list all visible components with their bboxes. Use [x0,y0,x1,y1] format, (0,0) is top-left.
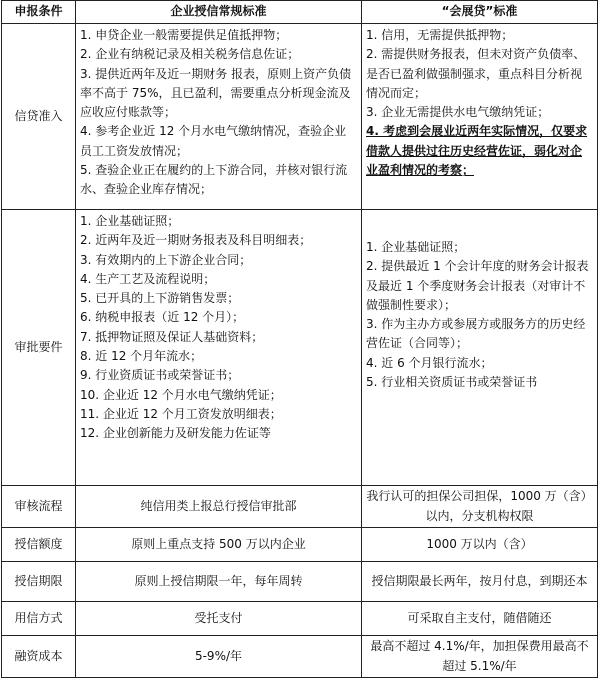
list-item: 3. 企业无需提供水电气缴纳凭证； [366,105,550,120]
process-regular: 纯信用类上报总行授信审批部 [76,486,362,528]
list-item: 2. 提供最近 1 个会计年度的财务会计报表及最近 1 个季度财务会计报表（对审计不做强制性要求）； [366,259,589,312]
list-item: 9. 行业资质证书或荣誉证书； [80,368,240,383]
list-item-emphasis: 4. 考虑到会展业近两年实际情况，仅要求借款人提供过往历史经营佐证，弱化对企业盈利情况的考察； [366,124,588,178]
label-access: 信贷准入 [2,24,76,210]
list-item: 5. 已开具的上下游销售发票； [80,291,240,306]
label-usage: 用信方式 [2,602,76,636]
docs-regular [76,210,362,486]
list-item: 11. 企业近 12 个月工资发放明细表； [80,406,282,421]
amount-regular: 原则上重点支持 500 万以内企业 [76,528,362,562]
row-docs [2,210,598,486]
list-item: 2. 企业有纳税记录及相关税务信息佐证； [80,47,300,62]
list-item: 2. 近两年及近一期财务报表及科目明细表； [80,233,312,248]
list-item: 3. 提供近两年及近一期财务 报表，原则上资产负债率不高于 75%，且已盈利，需要重点分析现金流及应收应付账款等； [80,66,352,120]
list-item: 1. 企业基础证照； [80,214,180,228]
list-item: 12. 企业创新能力及研发能力佐证等 [80,426,271,441]
process-huizhandai: 我行认可的担保公司担保，1000 万（含）以内，分支机构权限 [362,486,598,528]
list-item: 8. 近 12 个月年流水； [80,349,203,364]
list-item: 10. 企业近 12 个月水电气缴纳凭证； [80,387,282,402]
list-item: 1. 申贷企业一般需要提供足值抵押物； [80,28,288,42]
row-usage [2,602,598,636]
list-item: 6. 纳税申报表（近 12 个月）； [80,310,245,325]
cost-regular: 5-9%/年 [76,636,362,678]
list-item: 4. 参考企业近 12 个月水电气缴纳情况，查验企业员工工资发放情况； [80,124,347,158]
row-process [2,486,598,528]
docs-huizhandai [362,210,598,486]
label-amount: 授信额度 [2,528,76,562]
label-docs: 审批要件 [2,210,76,486]
list-item: 7. 抵押物证照及保证人基础资料； [80,329,264,344]
list-item: 5. 查验企业正在履约的上下游合同，并核对银行流水、查验企业库存情况； [80,163,348,197]
usage-huizhandai: 可采取自主支付，随借随还 [362,602,598,636]
label-term: 授信期限 [2,562,76,602]
row-cost [2,636,598,678]
access-regular [76,24,362,210]
list-item: 3. 作为主办方或参展方或服务方的历史经营佐证（合同等）； [366,317,586,351]
row-access [2,24,598,210]
list-item: 4. 生产工艺及流程说明； [80,271,216,286]
cost-huizhandai: 最高不超过 4.1%/年，加担保费用最高不超过 5.1%/年 [362,636,598,678]
list-item: 1. 信用，无需提供抵押物； [366,28,514,42]
header-condition: 申报条件 [2,1,76,24]
list-item: 5. 行业相关资质证书或荣誉证书 [366,375,538,390]
access-huizhandai [362,24,598,210]
header-huizhandai: “会展贷”标准 [362,1,598,24]
row-amount [2,528,598,562]
list-item: 1. 企业基础证照； [366,240,466,254]
label-cost: 融资成本 [2,636,76,678]
row-term [2,562,598,602]
amount-huizhandai: 1000 万以内（含） [362,528,598,562]
label-process: 审核流程 [2,486,76,528]
term-huizhandai: 授信期限最长两年，按月付息，到期还本 [362,562,598,602]
header-regular: 企业授信常规标准 [76,1,362,24]
usage-regular: 受托支付 [76,602,362,636]
list-item: 4. 近 6 个月银行流水； [366,355,493,370]
list-item: 3. 有效期内的上下游企业合同； [80,252,252,267]
term-regular: 原则上授信期限一年，每年周转 [76,562,362,602]
header-row [2,1,598,24]
list-item: 2. 需提供财务报表，但未对资产负债率、是否已盈利做强制强求，重点科目分析视情况而定； [366,47,586,100]
comparison-table [1,0,598,678]
